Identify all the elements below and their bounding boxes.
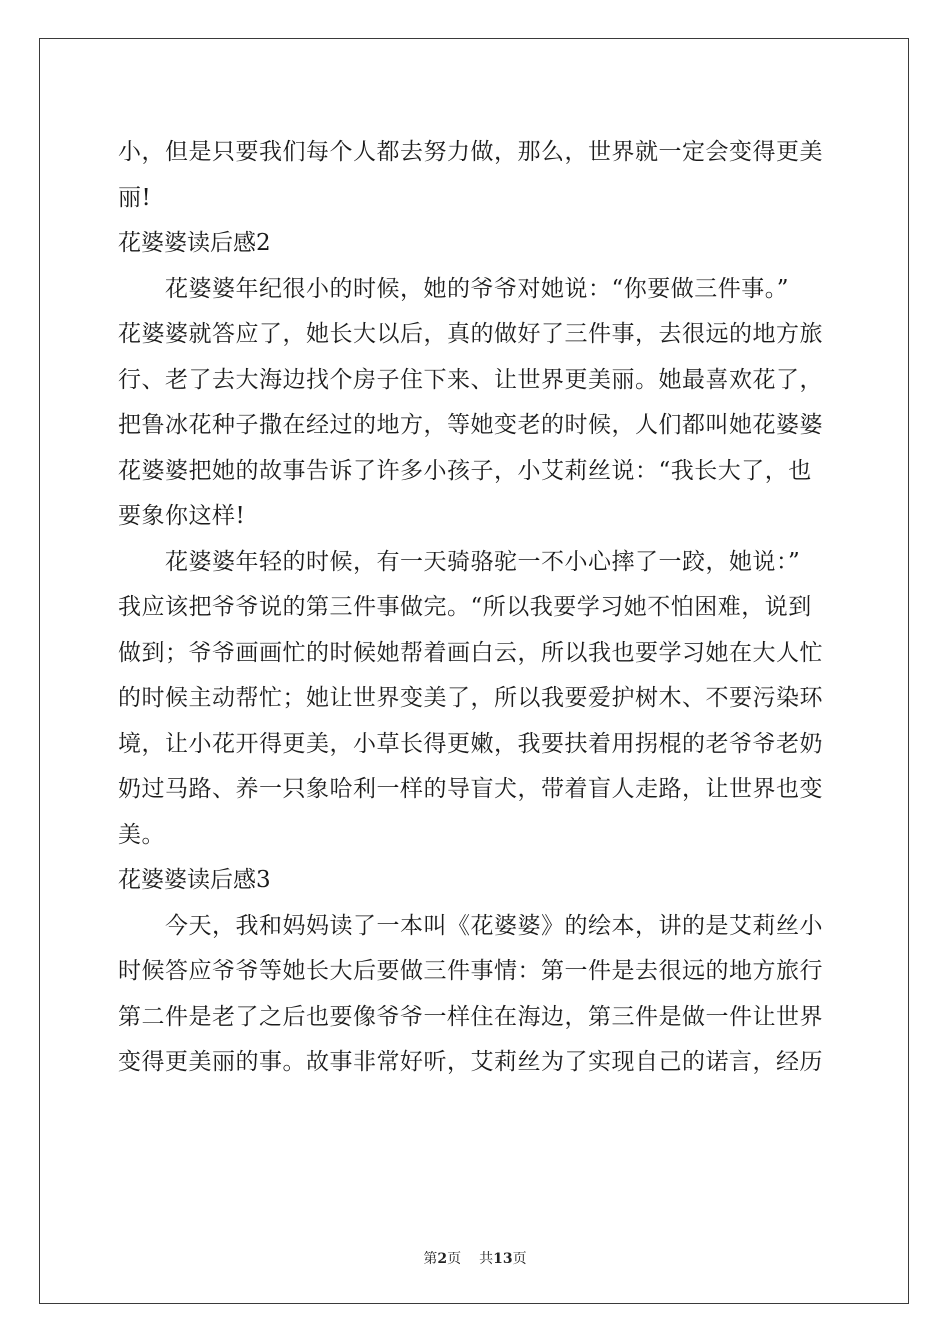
document-body xyxy=(118,130,832,1086)
text-line: 变得更美丽的事。故事非常好听，艾莉丝为了实现自己的诺言，经历 xyxy=(118,1049,823,1075)
text-line: 今天，我和妈妈读了一本叫《花婆婆》的绘本，讲的是艾莉丝小 xyxy=(165,912,823,939)
text-line: 花婆婆就答应了，她长大以后，真的做好了三件事，去很远的地方旅 xyxy=(118,321,823,347)
page-footer xyxy=(0,1248,950,1268)
text-line: 第二件是老了之后也要像爷爷一样住在海边，第三件是做一件让世界 xyxy=(118,1003,823,1030)
text-line: 的时候主动帮忙；她让世界变美了，所以我要爱护树木、不要污染环 xyxy=(118,685,823,711)
text-line: 奶过马路、养一只象哈利一样的导盲犬，带着盲人走路，让世界也变 xyxy=(118,776,823,802)
text-line: 丽! xyxy=(118,184,152,211)
page-prefix: 第 xyxy=(423,1251,438,1267)
text-line: 花婆婆年纪很小的时候，她的爷爷对她说：“你要做三件事。” xyxy=(165,275,790,302)
text-line: 花婆婆把她的故事告诉了许多小孩子，小艾莉丝说：“我长大了，也 xyxy=(118,457,812,484)
text-line: 行、老了去大海边找个房子住下来、让世界更美丽。她最喜欢花了， xyxy=(118,366,823,393)
text-line: 花婆婆年轻的时候，有一天骑骆驼一不小心摔了一跤，她说：” xyxy=(165,548,801,575)
text-line: 境，让小花开得更美，小草长得更嫩，我要扶着用拐棍的老爷爷老奶 xyxy=(118,730,823,757)
section-heading: 花婆婆读后感3 xyxy=(118,867,271,893)
page-suffix: 页 xyxy=(447,1251,462,1267)
text-line: 小，但是只要我们每个人都去努力做，那么，世界就一定会变得更美 xyxy=(118,139,823,165)
total-pages-number: 13 xyxy=(493,1251,513,1267)
text-line: 要象你这样! xyxy=(118,503,246,529)
text-line: 把鲁冰花种子撒在经过的地方，等她变老的时候，人们都叫她花婆婆 xyxy=(118,412,823,438)
text-line: 我应该把爷爷说的第三件事做完。“所以我要学习她不怕困难，说到 xyxy=(118,594,812,620)
total-suffix: 页 xyxy=(512,1251,527,1267)
current-page-number: 2 xyxy=(437,1251,448,1267)
text-line: 时候答应爷爷等她长大后要做三件事情：第一件是去很远的地方旅行 xyxy=(118,958,823,984)
section-heading: 花婆婆读后感2 xyxy=(118,230,271,256)
text-line: 美。 xyxy=(118,821,165,848)
text-line: 做到；爷爷画画忙的时候她帮着画白云，所以我也要学习她在大人忙 xyxy=(118,639,823,666)
total-prefix: 共 xyxy=(479,1251,494,1267)
